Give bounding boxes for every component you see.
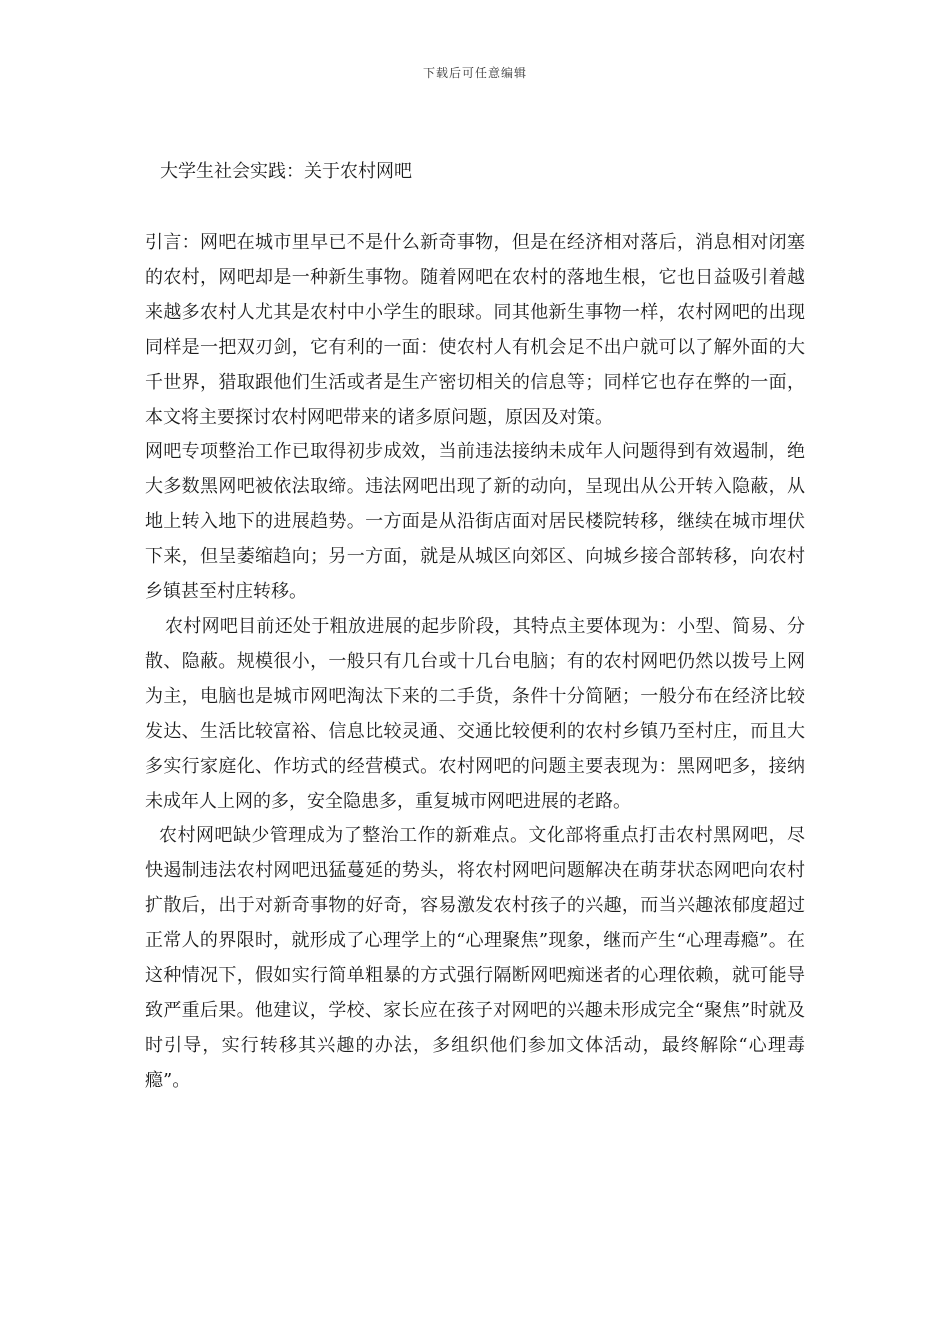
paragraph-management-difficulty: 农村网吧缺少管理成为了整治工作的新难点。文化部将重点打击农村黑网吧，尽快遏制违法农村网吧迅猛蔓延的势头，将农村网吧问题解决在萌芽状态网吧向农村扩散后，出于对新奇事物的好奇，容易激发农村孩子的兴趣，而当兴趣浓郁度超过正常人的界限时，就形成了心理学上的“心理聚焦”现象，继而产生“心理毒瘾”。在这种情况下，假如实行简单粗暴的方式强行隔断网吧痴迷者的心理依赖，就可能导致严重后果。他建议，学校、家长应在孩子对网吧的兴趣未形成完全“聚焦”时就及时引导，实行转移其兴趣的办法，多组织他们参加文体活动，最终解除“心理毒瘾”。 <box>145 825 805 1091</box>
paragraph-introduction: 引言：网吧在城市里早已不是什么新奇事物，但是在经济相对落后，消息相对闭塞的农村，网吧却是一种新生事物。随着网吧在农村的落地生根，它也日益吸引着越来越多农村人尤其是农村中小学生的眼球。同其他新生事物一样，农村网吧的出现同样是一把双刃剑，它有利的一面：使农村人有机会足不出户就可以了解外面的大千世界，猎取跟他们生活或者是生产密切相关的信息等；同样它也存在弊的一面，本文将主要探讨农村网吧带来的诸多原问题，原因及对策。 <box>145 232 805 428</box>
document-body <box>145 226 805 1099</box>
paragraph-rural-internet-cafe-features: 农村网吧目前还处于粗放进展的起步阶段，其特点主要体现为：小型、简易、分散、隐蔽。规模很小，一般只有几台或十几台电脑；有的农村网吧仍然以拨号上网为主，电脑也是城市网吧淘汰下来的二手货，条件十分简陋；一般分布在经济比较发达、生活比较富裕、信息比较灵通、交通比较便利的农村乡镇乃至村庄，而且大多实行家庭化、作坊式的经营模式。农村网吧的问题主要表现为：黑网吧多，接纳未成年人上网的多，安全隐患多，重复城市网吧进展的老路。 <box>145 615 805 812</box>
page-header-note: 下载后可任意编辑 <box>422 66 527 80</box>
paragraph-rectification-progress: 网吧专项整治工作已取得初步成效，当前违法接纳未成年人问题得到有效遏制，绝大多数黑网吧被依法取缔。违法网吧出现了新的动向，呈现出从公开转入隐蔽，从地上转入地下的进展趋势。一方面是从沿街店面对居民楼院转移，继续在城市埋伏下来，但呈萎缩趋向；另一方面，就是从城区向郊区、向城乡接合部转移，向农村乡镇甚至村庄转移。 <box>145 441 805 603</box>
document-title: 大学生社会实践：关于农村网吧 <box>160 161 412 182</box>
